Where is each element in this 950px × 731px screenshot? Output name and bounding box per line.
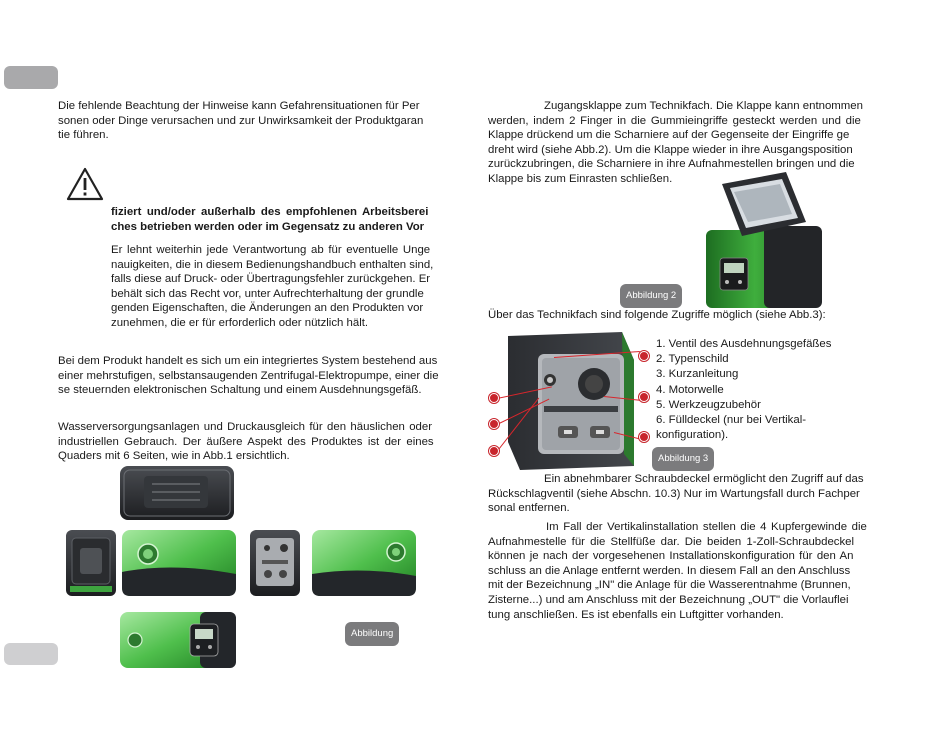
list-item: 4. Motorwelle bbox=[656, 383, 724, 396]
text-line: fiziert und/oder außerhalb des empfohlenen Arbeitsberei bbox=[111, 206, 429, 218]
text-line: se steuernden elektronischen Schaltung und einem Ausdehnungsgefäß. bbox=[58, 384, 422, 397]
text-line: Klappe drückend um die Scharniere auf der Gegenseite der Eingriffe ge bbox=[488, 129, 850, 142]
product-paragraph bbox=[58, 354, 462, 398]
text-line: dreht wird (siehe Abb.2). Um die Klappe wieder in ihre Ausgangsposition bbox=[488, 143, 853, 156]
figure-2-caption: Abbildung 2 bbox=[620, 284, 682, 308]
text-line: Rückschlagventil (siehe Abschn. 10.3) Nur im Wartungsfall durch Fachper bbox=[488, 487, 860, 500]
text-line: Im Fall der Vertikalinstallation stellen die 4 Kupfergewinde die bbox=[546, 521, 867, 533]
marker-1 bbox=[639, 351, 649, 361]
marker-4 bbox=[489, 446, 499, 456]
figure-1-caption: Abbildung bbox=[345, 622, 399, 646]
text-line: mit der Bezeichnung „IN" die Anlage für die Wasserentnahme (Brunnen, bbox=[488, 579, 851, 592]
access-list bbox=[656, 337, 896, 443]
text-line: Zugangsklappe zum Technikfach. Die Klappe kann entnommen bbox=[544, 100, 863, 112]
marker-6 bbox=[489, 393, 499, 403]
text-line: einer mehrstufigen, selbstansaugenden Zentrifugal-Elektropumpe, einer die bbox=[58, 369, 439, 382]
text-line: Klappe bis zum Einrasten schließen. bbox=[488, 172, 673, 185]
liability-paragraph bbox=[111, 243, 461, 331]
text-line: falls diese auf Druck- oder Übertragungsfehler zurückgehen. Er bbox=[111, 273, 431, 286]
vertical-install-paragraph bbox=[488, 520, 895, 622]
pump-right-end-view bbox=[250, 530, 300, 596]
list-item: 2. Typenschild bbox=[656, 353, 729, 366]
text-line: Bei dem Produkt handelt es sich um ein integriertes System bestehend aus bbox=[58, 355, 438, 367]
text-line: behält sich das Recht vor, unter Aufrechterhaltung der grundle bbox=[111, 287, 424, 300]
text-line: schluss an die Anlage entfernt werden. In diesem Fall an den Anschluss bbox=[488, 564, 851, 577]
figure-2-open-hatch bbox=[702, 170, 824, 310]
list-item: 5. Werkzeugzubehör bbox=[656, 398, 761, 411]
pump-back-view bbox=[312, 530, 416, 596]
list-item: 1. Ventil des Ausdehnungsgefäßes bbox=[656, 338, 832, 350]
text-line: werden, indem 2 Finger in die Gummieingriffe gesteckt werden und die bbox=[488, 114, 861, 127]
pump-display-view bbox=[120, 612, 236, 668]
text-line: Aufnahmestelle für die Stellfüße dar. Die beiden 1-Zoll-Schraubdeckel bbox=[488, 535, 855, 548]
text-line: Zisterne...) und am Anschluss mit der Bezeichnung „OUT" die Vorlauflei bbox=[488, 593, 849, 606]
text-line: Ein abnehmbarer Schraubdeckel ermöglicht den Zugriff auf das bbox=[544, 473, 864, 485]
pump-front-view bbox=[122, 530, 236, 596]
text-line: genden Eigenschaften, die Änderungen an den Produkten vor bbox=[111, 302, 424, 315]
text-line: Wasserversorgungsanlagen und Druckausgleich für den häuslichen oder bbox=[58, 421, 433, 433]
list-item: konfiguration). bbox=[656, 429, 729, 442]
text-line: nauigkeiten, die in diesem Bedienungshandbuch enthalten sind, bbox=[111, 258, 434, 271]
text-line: ches betrieben werden oder im Gegensatz zu anderen Vor bbox=[111, 220, 425, 233]
marker-5 bbox=[489, 419, 499, 429]
usage-paragraph bbox=[58, 420, 462, 464]
hatch-paragraph bbox=[488, 99, 895, 187]
text-line: sonal entfernen. bbox=[488, 502, 570, 515]
screw-cap-paragraph bbox=[488, 472, 895, 516]
list-item: 6. Fülldeckel (nur bei Vertikal- bbox=[656, 414, 807, 427]
text-line: können je nach der vorgesehenen Installationskonfiguration für den An bbox=[488, 550, 854, 563]
access-intro: Über das Technikfach sind folgende Zugriffe möglich (siehe Abb.3): bbox=[488, 309, 826, 321]
text-line: sonen oder Dinge verursachen und zur Unwirksamkeit der Produktgaran bbox=[58, 114, 424, 127]
intro-paragraph bbox=[58, 99, 460, 143]
pump-top-view bbox=[120, 466, 234, 520]
text-line: Die fehlende Beachtung der Hinweise kann Gefahrensituationen für Per bbox=[58, 100, 420, 112]
page-number-tab bbox=[4, 643, 58, 665]
text-line: zunehmen, die er für erforderlich oder nützlich hält. bbox=[111, 316, 369, 329]
text-line: zurückzubringen, die Scharniere in ihre Aufnahmestellen bringen und die bbox=[488, 158, 855, 171]
figure-3-caption: Abbildung 3 bbox=[652, 447, 714, 471]
language-tab bbox=[4, 66, 58, 89]
warning-triangle-icon bbox=[66, 167, 104, 201]
text-line: tung anschließen. Es ist ebenfalls ein Luftgitter vorhanden. bbox=[488, 608, 784, 621]
pump-left-end-view bbox=[66, 530, 116, 596]
marker-2 bbox=[639, 392, 649, 402]
text-line: industriellen Gebrauch. Der äußere Aspekt des Produktes ist der eines bbox=[58, 435, 434, 448]
warning-bold-text bbox=[111, 205, 461, 234]
marker-3 bbox=[639, 432, 649, 442]
text-line: tie führen. bbox=[58, 129, 109, 142]
list-item: 3. Kurzanleitung bbox=[656, 368, 739, 381]
text-line: Quaders mit 6 Seiten, wie in Abb.1 ersichtlich. bbox=[58, 450, 290, 463]
text-line: Er lehnt weiterhin jede Verantwortung ab für eventuelle Unge bbox=[111, 244, 431, 256]
